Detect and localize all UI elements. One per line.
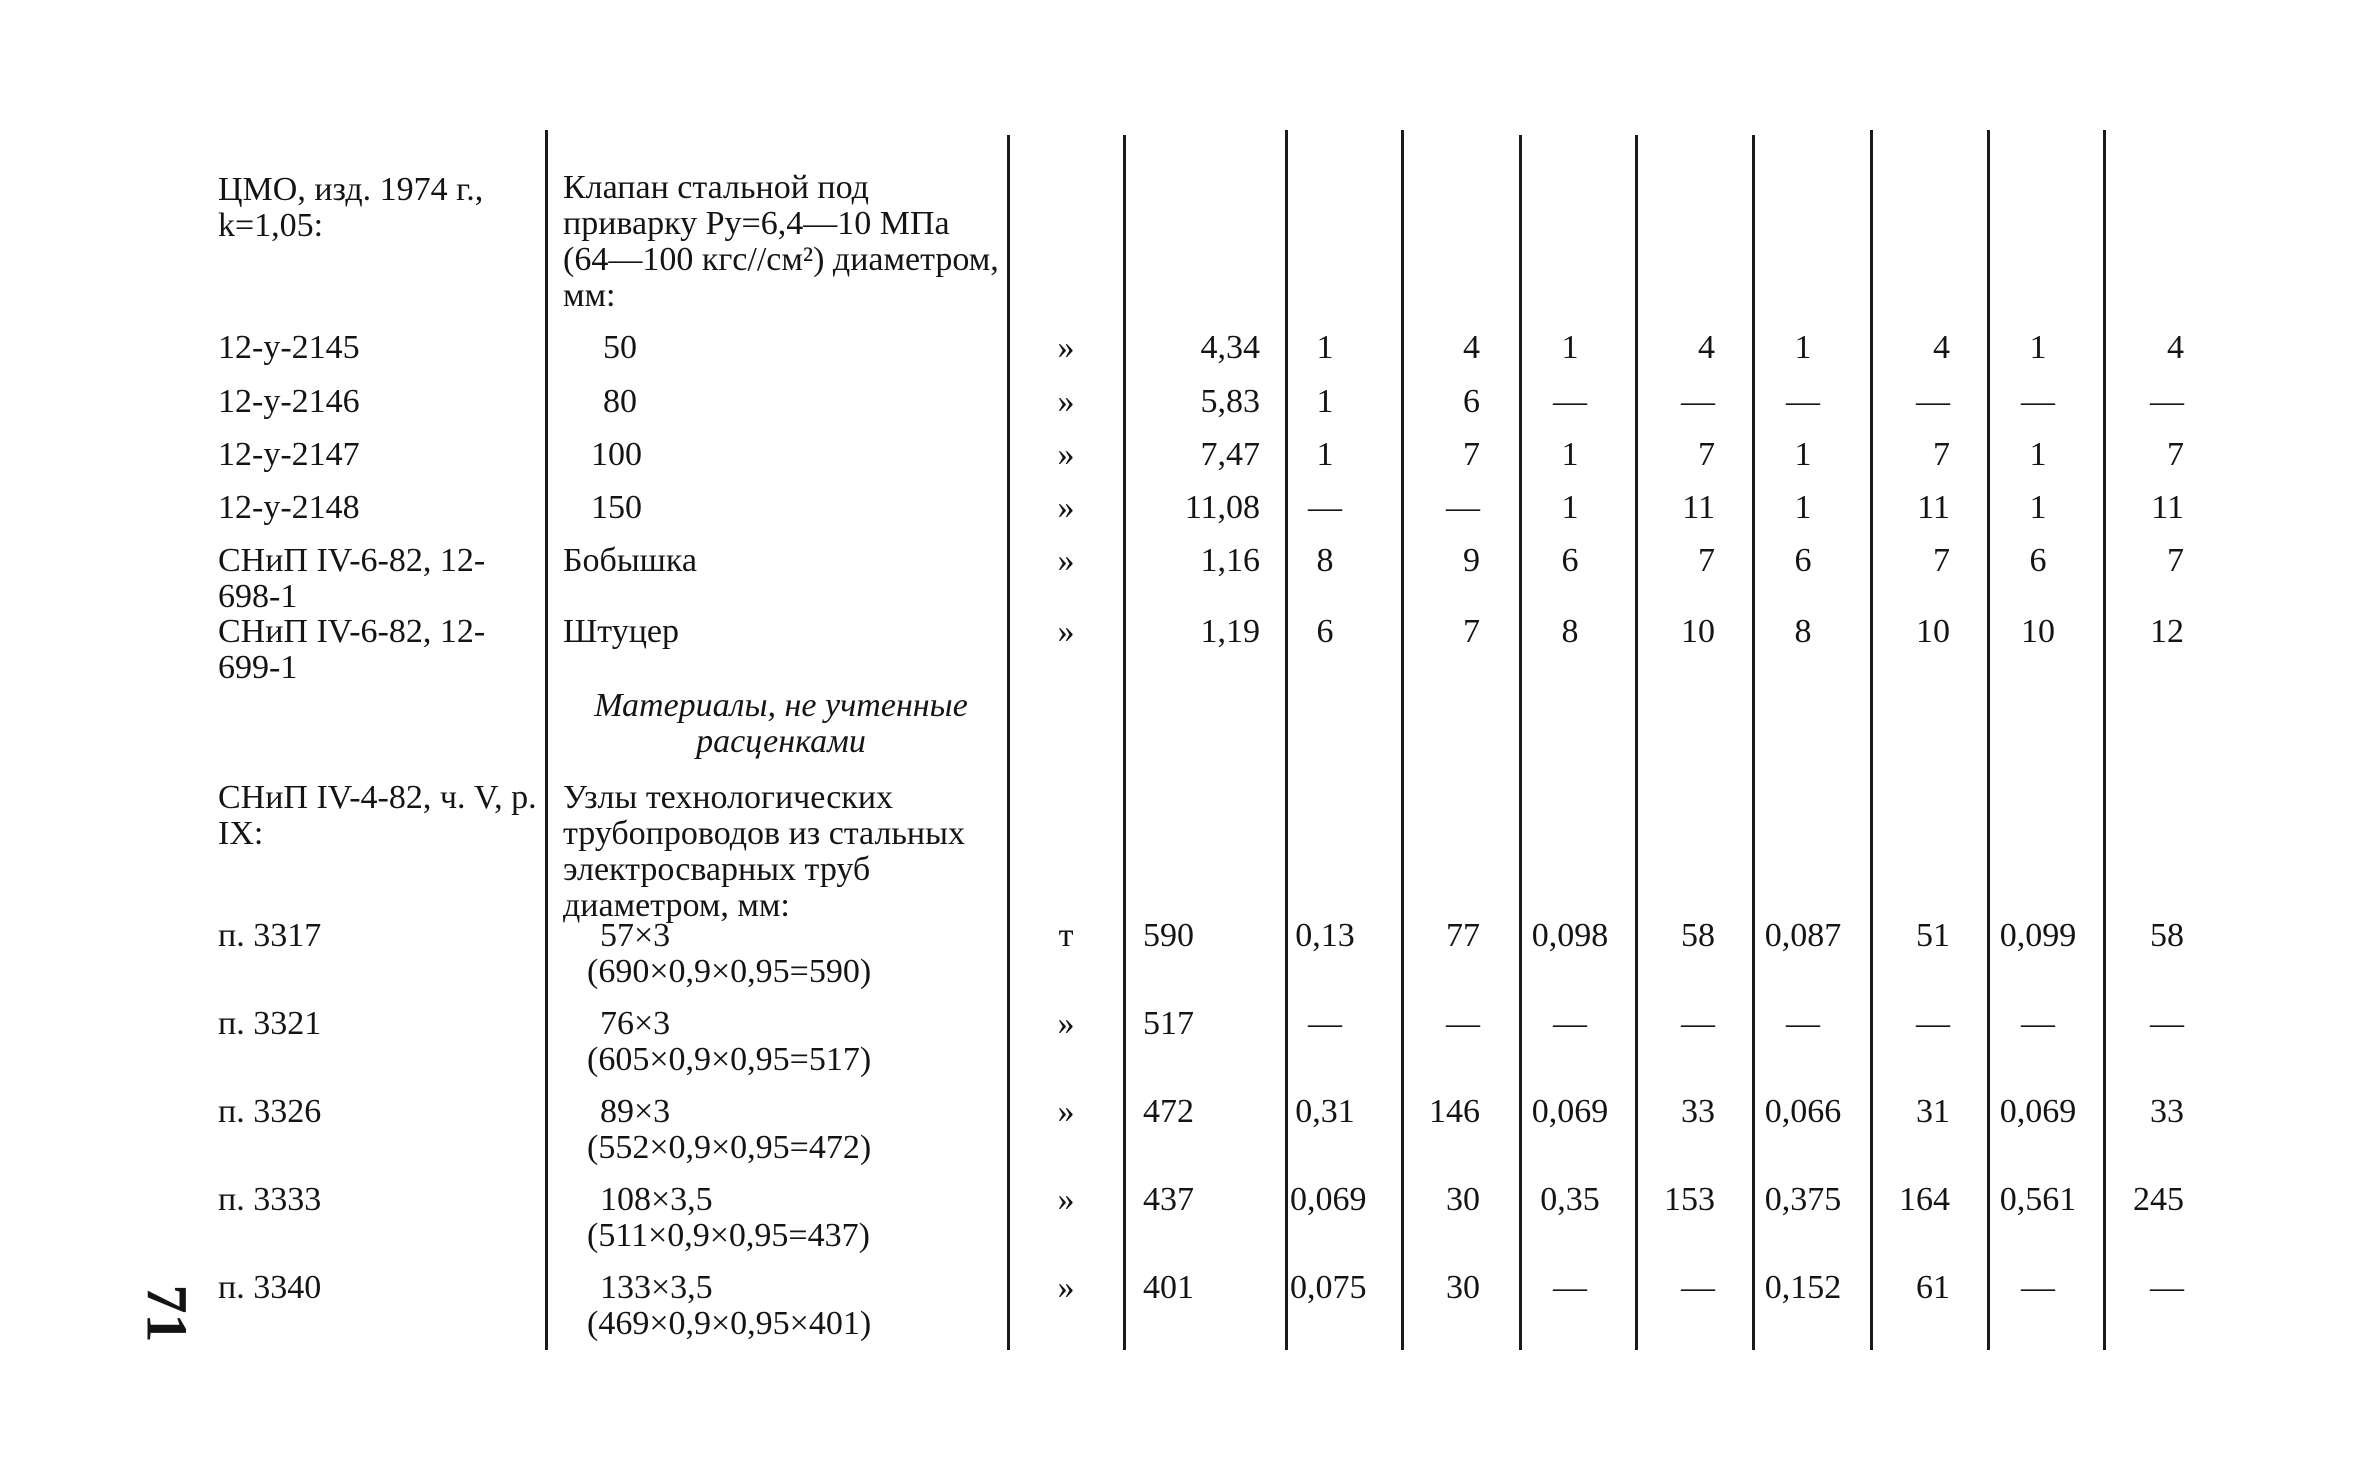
row-code: 12-у-2147 xyxy=(218,436,360,473)
row-value: — xyxy=(2021,1269,2055,1306)
row-value: 8 xyxy=(1561,613,1579,650)
row-unit: » xyxy=(1057,436,1075,473)
row-price: 11,08 xyxy=(1184,489,1260,526)
row-value: 1 xyxy=(1561,329,1579,366)
row-value: 7 xyxy=(1698,436,1715,473)
column-rule xyxy=(1987,130,1990,1350)
row-value: 77 xyxy=(1446,917,1480,954)
row-value: 4 xyxy=(2167,329,2184,366)
row-unit: » xyxy=(1057,1093,1075,1130)
row-value: 153 xyxy=(1664,1181,1715,1218)
section-description: Узлы технологических трубопроводов из стальных электросварных труб диаметром, мм: xyxy=(563,779,965,924)
row-value: 0,375 xyxy=(1764,1181,1842,1218)
row-value: — xyxy=(1916,1005,1950,1042)
row-name: 100 xyxy=(591,436,642,473)
row-calc: (469×0,9×0,95×401) xyxy=(587,1305,872,1342)
row-code: 12-у-2145 xyxy=(218,329,360,366)
row-value: 1 xyxy=(2029,489,2047,526)
row-value: 1 xyxy=(1316,436,1334,473)
row-value: 30 xyxy=(1446,1269,1480,1306)
row-price: 437 xyxy=(1143,1181,1194,1218)
row-value: 7 xyxy=(2167,542,2184,579)
row-code: СНиП IV-6-82, 12-699-1 xyxy=(218,613,486,686)
row-code: п. 3317 xyxy=(218,917,322,954)
row-value: 11 xyxy=(1917,489,1950,526)
row-value: 58 xyxy=(1681,917,1715,954)
row-value: 0,35 xyxy=(1540,1181,1600,1218)
row-value: 1 xyxy=(1316,329,1334,366)
row-value: 11 xyxy=(1682,489,1715,526)
row-name: 76×3 xyxy=(600,1005,671,1042)
row-code: п. 3321 xyxy=(218,1005,322,1042)
row-code: п. 3340 xyxy=(218,1269,322,1306)
row-value: 0,069 xyxy=(1531,1093,1609,1130)
column-rule xyxy=(1123,135,1126,1350)
row-value: 0,31 xyxy=(1295,1093,1355,1130)
row-name: 80 xyxy=(603,383,637,420)
row-value: 4 xyxy=(1933,329,1950,366)
row-code: 12-у-2146 xyxy=(218,383,360,420)
section-header: Материалы, не учтенные расценками xyxy=(594,687,968,760)
row-code: п. 3326 xyxy=(218,1093,322,1130)
row-unit: » xyxy=(1057,1005,1075,1042)
row-name: 108×3,5 xyxy=(600,1181,713,1218)
column-rule xyxy=(1007,135,1010,1350)
row-calc: (690×0,9×0,95=590) xyxy=(587,953,872,990)
row-code: СНиП IV-6-82, 12-698-1 xyxy=(218,542,486,615)
row-value: 8 xyxy=(1316,542,1334,579)
row-value: 10 xyxy=(2021,613,2055,650)
row-value: 1 xyxy=(1794,329,1812,366)
row-value: 12 xyxy=(2150,613,2184,650)
row-value: 6 xyxy=(1561,542,1579,579)
row-name: 57×3 xyxy=(600,917,671,954)
row-price: 5,83 xyxy=(1200,383,1260,420)
row-value: 0,069 xyxy=(1999,1093,2077,1130)
row-value: 0,069 xyxy=(1290,1181,1367,1218)
row-value: 0,561 xyxy=(1999,1181,2077,1218)
row-unit: » xyxy=(1057,613,1075,650)
row-value: 10 xyxy=(1916,613,1950,650)
row-value: 6 xyxy=(1794,542,1812,579)
row-value: 0,152 xyxy=(1764,1269,1842,1306)
row-value: 7 xyxy=(1463,436,1480,473)
row-value: — xyxy=(1681,1269,1715,1306)
row-value: 1 xyxy=(1561,436,1579,473)
row-value: 7 xyxy=(1463,613,1480,650)
row-calc: (552×0,9×0,95=472) xyxy=(587,1129,872,1166)
source-reference: ЦМО, изд. 1974 г., k=1,05: xyxy=(218,171,484,244)
row-value: — xyxy=(2021,383,2055,420)
row-price: 1,19 xyxy=(1200,613,1260,650)
row-value: — xyxy=(1681,383,1715,420)
row-code: п. 3333 xyxy=(218,1181,322,1218)
column-rule xyxy=(1752,135,1755,1350)
row-value: 7 xyxy=(1698,542,1715,579)
row-value: 1 xyxy=(2029,329,2047,366)
row-value: — xyxy=(1308,1005,1342,1042)
row-value: 6 xyxy=(1463,383,1480,420)
column-rule xyxy=(1635,135,1638,1350)
row-price: 472 xyxy=(1143,1093,1194,1130)
row-value: 11 xyxy=(2151,489,2184,526)
row-value: — xyxy=(2150,383,2184,420)
row-unit: » xyxy=(1057,383,1075,420)
row-value: 1 xyxy=(1561,489,1579,526)
row-value: — xyxy=(1553,1269,1587,1306)
row-value: — xyxy=(1553,1005,1587,1042)
row-price: 517 xyxy=(1143,1005,1194,1042)
column-rule xyxy=(1870,130,1873,1350)
row-calc: (511×0,9×0,95=437) xyxy=(587,1217,870,1254)
row-value: 10 xyxy=(1681,613,1715,650)
row-value: 33 xyxy=(2150,1093,2184,1130)
row-name: 89×3 xyxy=(600,1093,671,1130)
row-unit: » xyxy=(1057,1181,1075,1218)
row-value: 4 xyxy=(1463,329,1480,366)
row-value: 1 xyxy=(2029,436,2047,473)
row-value: 33 xyxy=(1681,1093,1715,1130)
row-value: — xyxy=(1308,489,1342,526)
row-unit: » xyxy=(1057,1269,1075,1306)
row-value: 1 xyxy=(1316,383,1334,420)
row-value: 30 xyxy=(1446,1181,1480,1218)
row-value: 146 xyxy=(1429,1093,1480,1130)
row-value: — xyxy=(1786,383,1820,420)
row-value: 7 xyxy=(1933,436,1950,473)
row-value: 9 xyxy=(1463,542,1480,579)
section-description: Клапан стальной под приварку Pу=6,4—10 МПа (64—100 кгс//см²) диаметром, мм: xyxy=(563,169,999,314)
row-name: 150 xyxy=(591,489,642,526)
row-value: 7 xyxy=(2167,436,2184,473)
row-price: 1,16 xyxy=(1200,542,1260,579)
row-value: 4 xyxy=(1698,329,1715,366)
row-unit: » xyxy=(1057,489,1075,526)
row-unit: » xyxy=(1057,329,1075,366)
row-price: 4,34 xyxy=(1200,329,1260,366)
row-value: 61 xyxy=(1916,1269,1950,1306)
row-value: — xyxy=(1786,1005,1820,1042)
row-value: — xyxy=(2021,1005,2055,1042)
row-name: 133×3,5 xyxy=(600,1269,713,1306)
row-value: — xyxy=(2150,1269,2184,1306)
row-value: 51 xyxy=(1916,917,1950,954)
column-rule xyxy=(1519,135,1522,1350)
row-unit: т xyxy=(1058,917,1074,954)
row-value: — xyxy=(1446,1005,1480,1042)
row-value: — xyxy=(1681,1005,1715,1042)
row-value: 58 xyxy=(2150,917,2184,954)
row-value: 1 xyxy=(1794,436,1812,473)
row-price: 401 xyxy=(1143,1269,1194,1306)
row-value: 8 xyxy=(1794,613,1812,650)
page-number: 71 xyxy=(134,1284,200,1343)
column-rule xyxy=(1401,130,1404,1350)
column-rule xyxy=(1285,130,1288,1350)
row-code: 12-у-2148 xyxy=(218,489,360,526)
row-value: 0,075 xyxy=(1290,1269,1367,1306)
row-value: 0,13 xyxy=(1295,917,1355,954)
row-value: 0,087 xyxy=(1764,917,1842,954)
row-value: — xyxy=(1446,489,1480,526)
row-name: Штуцер xyxy=(563,613,679,650)
row-value: 6 xyxy=(2029,542,2047,579)
row-value: 245 xyxy=(2133,1181,2184,1218)
column-rule xyxy=(2103,130,2106,1350)
row-name: Бобышка xyxy=(563,542,697,579)
row-value: 0,066 xyxy=(1764,1093,1842,1130)
row-name: 50 xyxy=(603,329,637,366)
row-value: 0,099 xyxy=(1999,917,2077,954)
source-reference: СНиП IV-4-82, ч. V, р. IX: xyxy=(218,779,537,852)
row-value: — xyxy=(1916,383,1950,420)
row-value: 0,098 xyxy=(1531,917,1609,954)
row-value: 31 xyxy=(1916,1093,1950,1130)
row-value: — xyxy=(2150,1005,2184,1042)
row-calc: (605×0,9×0,95=517) xyxy=(587,1041,872,1078)
row-value: — xyxy=(1553,383,1587,420)
row-value: 1 xyxy=(1794,489,1812,526)
row-value: 7 xyxy=(1933,542,1950,579)
row-value: 6 xyxy=(1316,613,1334,650)
row-price: 590 xyxy=(1143,917,1194,954)
row-price: 7,47 xyxy=(1200,436,1260,473)
column-rule xyxy=(545,130,548,1350)
row-value: 164 xyxy=(1899,1181,1950,1218)
row-unit: » xyxy=(1057,542,1075,579)
